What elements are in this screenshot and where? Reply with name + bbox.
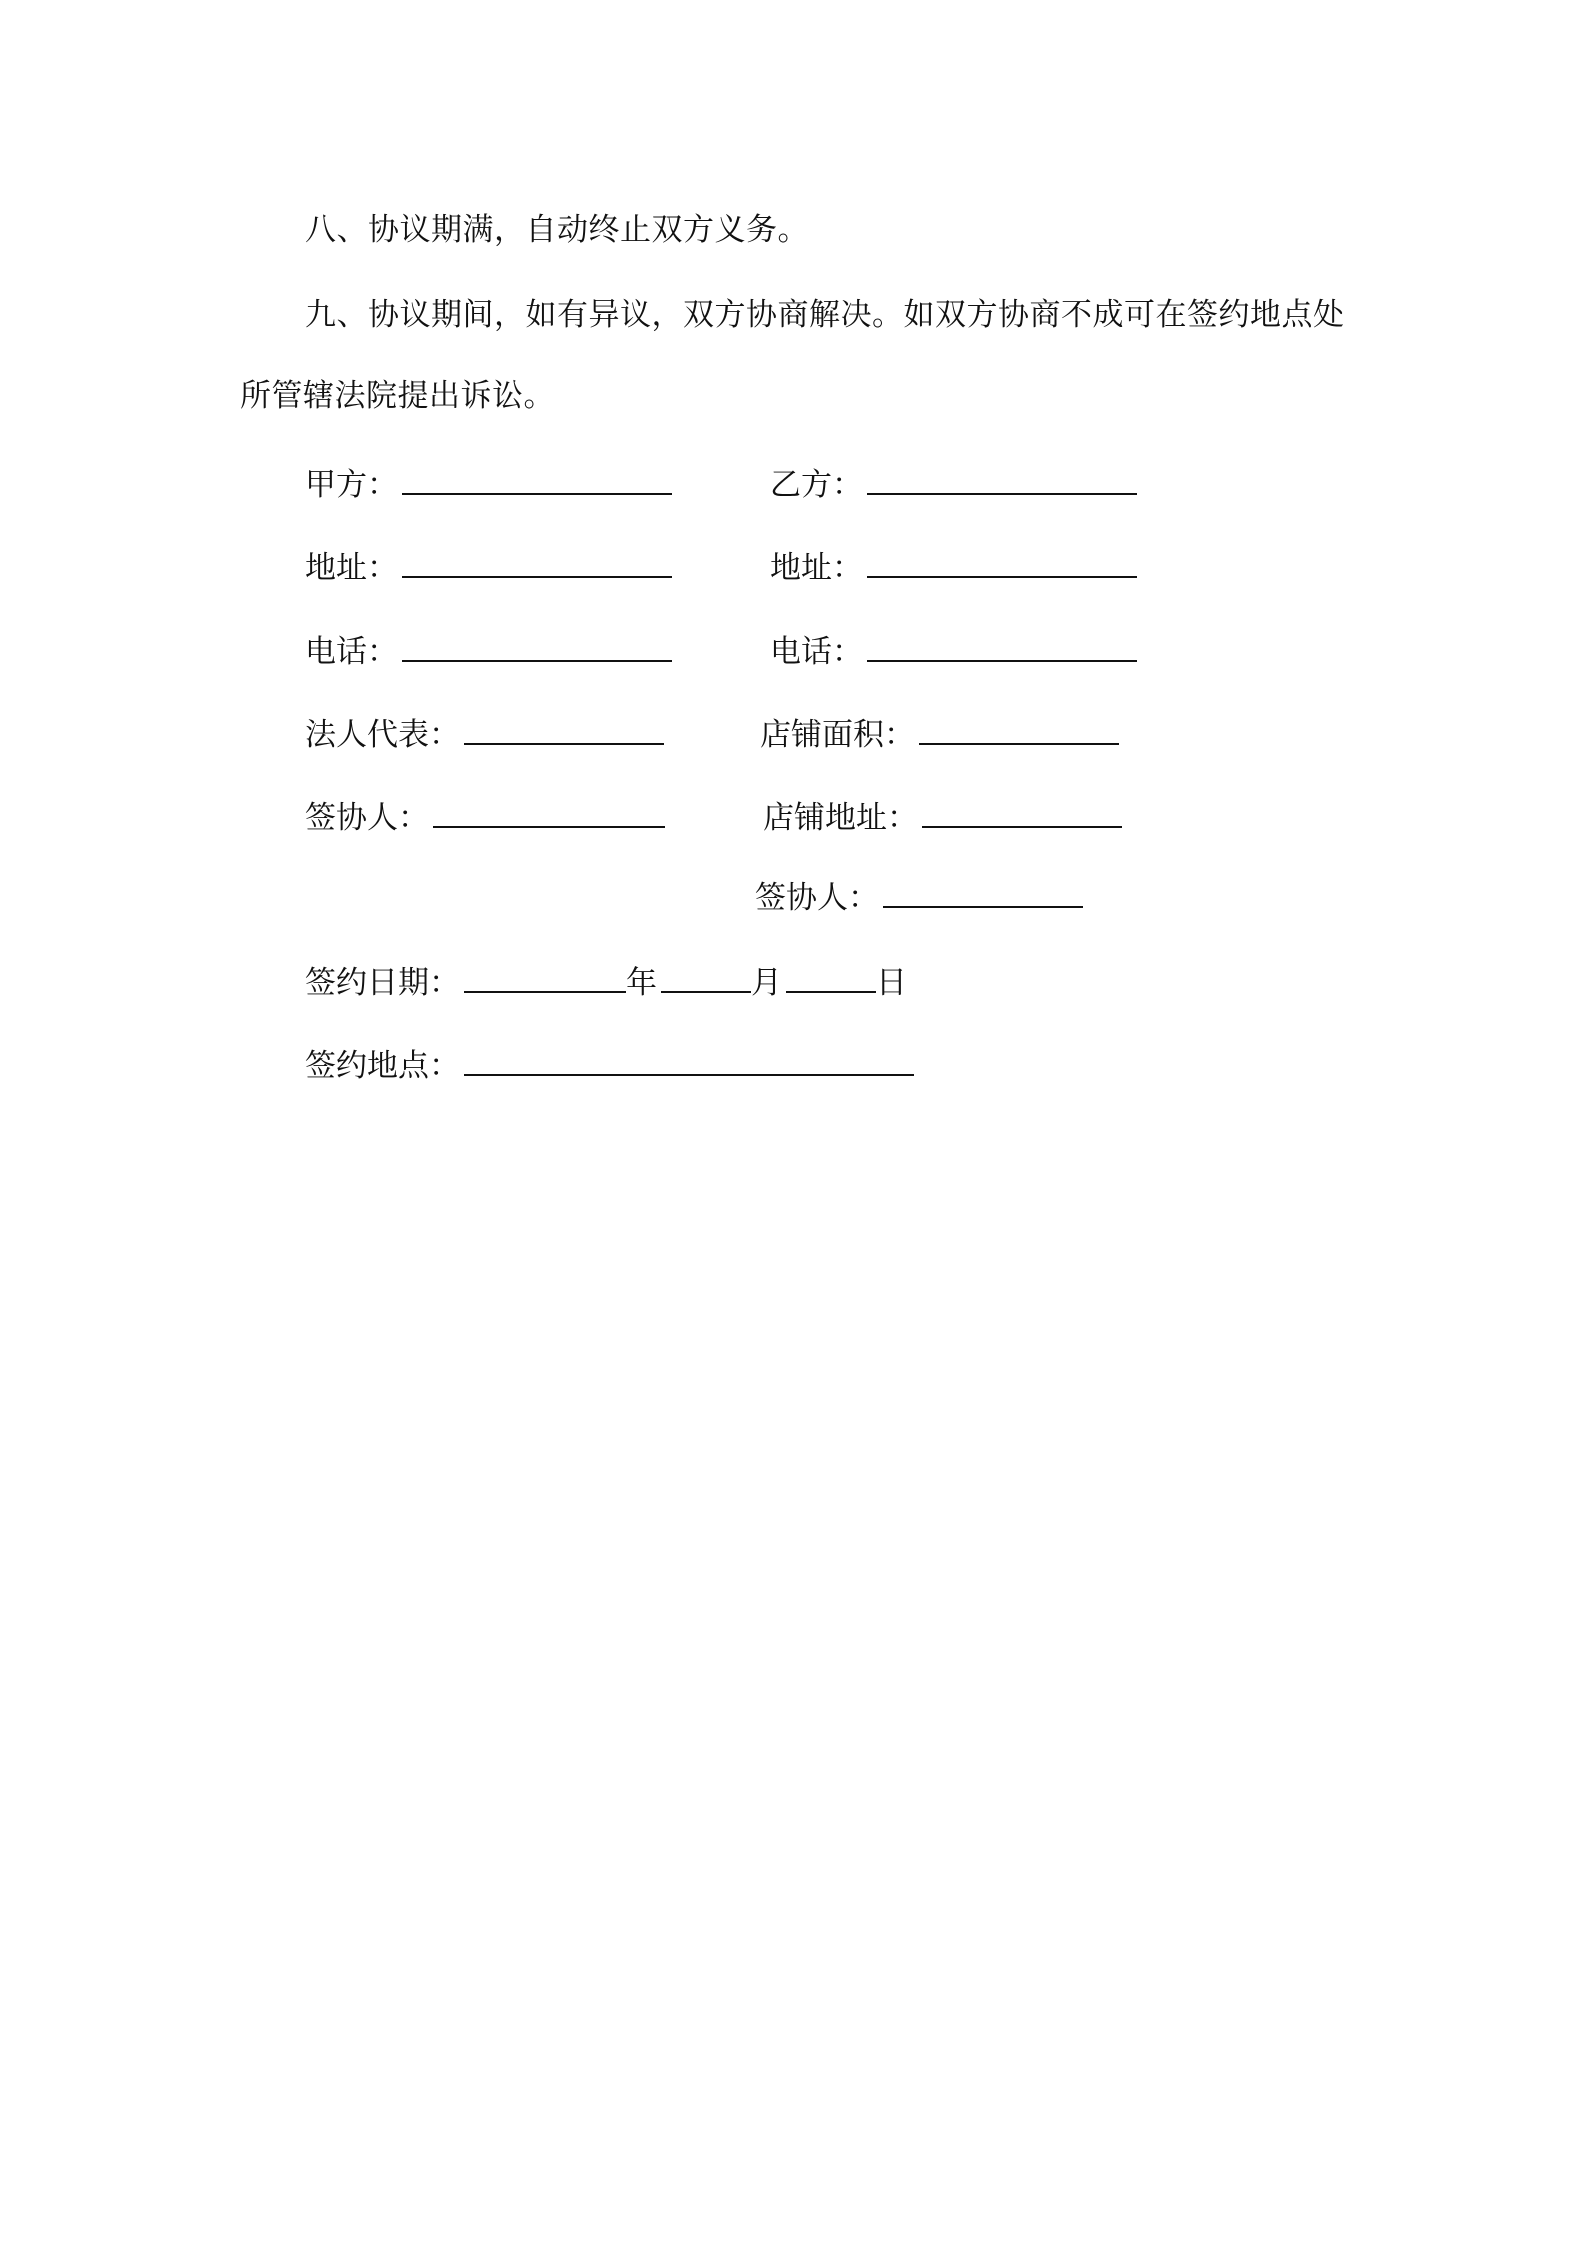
party-b-phone-label: 电话： (770, 634, 863, 670)
party-a-address-blank[interactable] (402, 548, 672, 578)
year-label: 年 (626, 965, 657, 1001)
party-b-signer-field (755, 878, 1083, 918)
party-a-signer-field (305, 798, 665, 838)
shop-address-blank[interactable] (922, 798, 1122, 828)
day-label: 日 (876, 965, 907, 1001)
party-a-address-label: 地址： (305, 550, 398, 586)
party-b-signer-blank[interactable] (883, 878, 1083, 908)
signing-date-label: 签约日期： (305, 965, 460, 1001)
party-b-address-field (770, 548, 1137, 588)
legal-rep-label: 法人代表： (305, 717, 460, 753)
month-label: 月 (751, 965, 782, 1001)
month-blank[interactable] (661, 963, 751, 993)
signing-place-field (305, 1046, 914, 1086)
day-blank[interactable] (786, 963, 876, 993)
legal-rep-blank[interactable] (464, 715, 664, 745)
shop-area-field (760, 715, 1119, 755)
clause-9-line-2: 所管辖法院提出诉讼。 (240, 378, 555, 414)
party-a-phone-blank[interactable] (402, 632, 672, 662)
shop-area-label: 店铺面积： (760, 717, 915, 753)
party-a-signer-label: 签协人： (305, 800, 429, 836)
shop-address-field (763, 798, 1122, 838)
party-b-field (770, 465, 1137, 505)
year-blank[interactable] (464, 963, 626, 993)
party-b-address-blank[interactable] (867, 548, 1137, 578)
party-a-phone-label: 电话： (305, 634, 398, 670)
party-a-phone-field (305, 632, 672, 672)
party-b-phone-blank[interactable] (867, 632, 1137, 662)
party-b-label: 乙方： (770, 467, 863, 503)
party-b-signer-label: 签协人： (755, 880, 879, 916)
shop-address-label: 店铺地址： (763, 800, 918, 836)
signing-place-label: 签约地点： (305, 1048, 460, 1084)
party-a-blank[interactable] (402, 465, 672, 495)
clause-8: 八、协议期满，自动终止双方义务。 (305, 212, 809, 248)
party-b-address-label: 地址： (770, 550, 863, 586)
clause-9-line-1: 九、协议期间，如有异议，双方协商解决。如双方协商不成可在签约地点处 (305, 297, 1345, 333)
legal-rep-field (305, 715, 664, 755)
party-a-address-field (305, 548, 672, 588)
signing-place-blank[interactable] (464, 1046, 914, 1076)
party-b-blank[interactable] (867, 465, 1137, 495)
party-a-field (305, 465, 672, 505)
shop-area-blank[interactable] (919, 715, 1119, 745)
signing-date-field (305, 963, 907, 1003)
party-a-signer-blank[interactable] (433, 798, 665, 828)
party-a-label: 甲方： (305, 467, 398, 503)
party-b-phone-field (770, 632, 1137, 672)
